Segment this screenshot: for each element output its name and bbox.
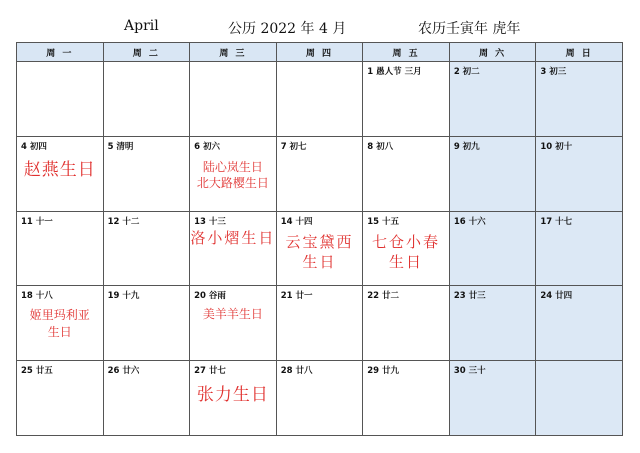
day-label: 3 初三 (540, 67, 567, 77)
event-line: 陆心岚生日 (202, 159, 263, 174)
day-cell[interactable] (449, 136, 536, 211)
day-label: 1 愚人节 三月 (367, 67, 422, 77)
event-note (190, 306, 276, 322)
day-cell[interactable] (536, 361, 623, 436)
day-label: 25 廿五 (21, 366, 53, 377)
day-label: 4 初四 (21, 141, 47, 152)
day-cell[interactable] (536, 286, 623, 361)
day-cell[interactable] (536, 211, 623, 286)
day-cell[interactable] (449, 211, 536, 286)
day-label: 24 廿四 (540, 291, 573, 302)
day-cell[interactable] (276, 136, 363, 211)
day-cell[interactable] (276, 62, 363, 137)
event-line: 张力生日 (196, 385, 269, 406)
day-label: 15 十五 (367, 216, 400, 227)
day-label: 26 廿六 (107, 366, 140, 377)
weekday-thu: 周 四 (276, 43, 363, 62)
day-label: 2 初二 (453, 67, 480, 77)
weekday-wed: 周 三 (190, 43, 277, 62)
weekday-header-row (17, 43, 623, 62)
day-label: 12 十二 (107, 216, 140, 227)
event-line: 洛小熠生日 (190, 228, 276, 247)
day-cell[interactable] (17, 286, 104, 361)
day-label: 27 廿七 (194, 366, 226, 377)
calendar-header (0, 18, 640, 42)
event-line: 七仓小春 (372, 232, 441, 251)
weekday-mon: 周 一 (17, 43, 104, 62)
day-label: 29 廿九 (367, 366, 400, 377)
day-cell[interactable] (190, 211, 277, 286)
gregorian-title: 公历 2022 年 4 月 (228, 21, 347, 37)
month-title: April (124, 18, 159, 34)
event-note (190, 228, 276, 248)
event-line: 北大路樱生日 (196, 175, 269, 190)
event-line: 生日 (47, 324, 72, 339)
weekday-sun: 周 日 (536, 43, 623, 62)
day-label: 9 初九 (453, 141, 480, 152)
day-label: 18 十八 (21, 291, 53, 302)
day-cell[interactable] (17, 361, 104, 436)
event-line: 生日 (389, 252, 424, 271)
event-line: 云宝黛西 (285, 232, 354, 251)
event-line: 美羊羊生日 (202, 307, 263, 322)
day-cell[interactable] (363, 136, 450, 211)
week-row (17, 211, 623, 286)
week-row (17, 286, 623, 361)
day-label: 5 清明 (107, 141, 134, 152)
day-cell[interactable] (276, 286, 363, 361)
day-cell[interactable] (536, 136, 623, 211)
day-label: 17 十七 (540, 216, 573, 227)
day-label: 11 十一 (21, 216, 53, 227)
day-cell[interactable] (449, 62, 536, 137)
day-cell[interactable] (449, 361, 536, 436)
lunar-year-title: 农历壬寅年 虎年 (418, 21, 521, 37)
day-label: 23 廿三 (453, 291, 486, 302)
day-cell[interactable] (363, 211, 450, 286)
event-note (363, 232, 449, 273)
day-cell[interactable] (276, 211, 363, 286)
day-label: 13 十三 (194, 216, 226, 227)
day-label: 6 初六 (194, 141, 220, 152)
day-cell[interactable] (363, 361, 450, 436)
week-row (17, 62, 623, 137)
day-label: 19 十九 (107, 291, 140, 302)
event-note (277, 232, 363, 273)
week-row (17, 361, 623, 436)
day-label: 8 初八 (367, 141, 394, 152)
weekday-fri: 周 五 (363, 43, 450, 62)
event-line: 生日 (302, 252, 337, 271)
event-note (190, 384, 276, 407)
day-cell[interactable] (190, 136, 277, 211)
day-cell[interactable] (536, 62, 623, 137)
day-cell[interactable] (363, 62, 450, 137)
day-cell[interactable] (17, 62, 104, 137)
day-cell[interactable] (103, 62, 190, 137)
day-label: 14 十四 (280, 216, 313, 227)
event-note (17, 307, 103, 339)
day-cell[interactable] (17, 211, 104, 286)
event-note (190, 159, 276, 191)
event-line: 赵燕生日 (23, 159, 96, 180)
day-label: 22 廿二 (367, 291, 400, 302)
day-label: 16 十六 (453, 216, 486, 227)
day-cell[interactable] (190, 361, 277, 436)
weekday-sat: 周 六 (449, 43, 536, 62)
day-cell[interactable] (103, 136, 190, 211)
day-cell[interactable] (103, 361, 190, 436)
weekday-tue: 周 二 (103, 43, 190, 62)
day-cell[interactable] (103, 211, 190, 286)
day-label: 28 廿八 (280, 366, 313, 377)
event-note (17, 159, 103, 182)
day-cell[interactable] (103, 286, 190, 361)
week-row (17, 136, 623, 211)
day-cell[interactable] (190, 62, 277, 137)
month-calendar-grid (16, 42, 623, 436)
day-cell[interactable] (190, 286, 277, 361)
day-label: 30 三十 (453, 366, 486, 377)
day-label: 21 廿一 (280, 291, 313, 302)
day-cell[interactable] (276, 361, 363, 436)
day-cell[interactable] (17, 136, 104, 211)
event-line: 姬里玛利亚 (29, 308, 90, 323)
day-label: 7 初七 (280, 141, 307, 152)
day-label: 10 初十 (540, 141, 573, 152)
day-label: 20 谷雨 (194, 291, 226, 302)
day-cell[interactable] (363, 286, 450, 361)
day-cell[interactable] (449, 286, 536, 361)
